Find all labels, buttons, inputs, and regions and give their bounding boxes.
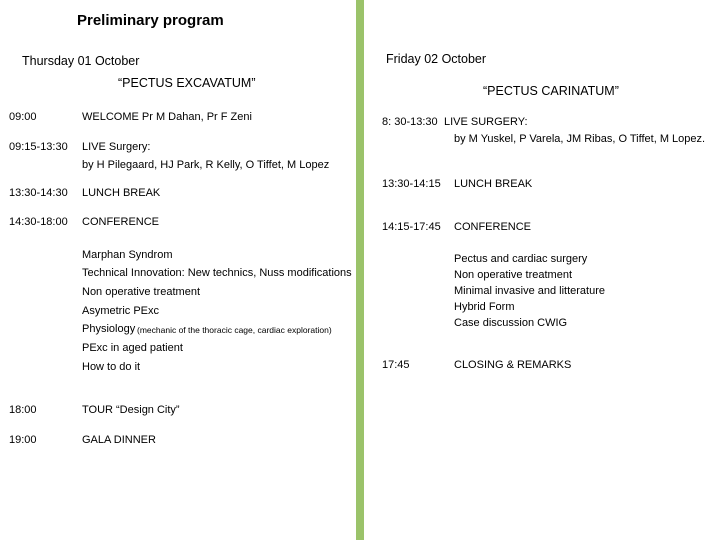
thursday-evening-event-1: TOUR “Design City” bbox=[82, 404, 180, 416]
thursday-time-1: 09:00 bbox=[9, 111, 37, 123]
thursday-event-2: LIVE Surgery: bbox=[82, 141, 151, 153]
friday-topic: Case discussion CWIG bbox=[454, 317, 568, 329]
page-title: Preliminary program bbox=[77, 12, 224, 29]
thursday-topic: How to do it bbox=[82, 361, 141, 373]
thursday-day-heading: Thursday 01 October bbox=[22, 54, 140, 68]
friday-event-1: LIVE SURGERY: bbox=[444, 116, 528, 128]
thursday-event-2-detail: by H Pilegaard, HJ Park, R Kelly, O Tiffet, M Lopez bbox=[82, 159, 330, 171]
thursday-time-3: 13:30-14:30 bbox=[9, 187, 68, 199]
thursday-time-2: 09:15-13:30 bbox=[9, 141, 68, 153]
thursday-topic: Physiology bbox=[82, 323, 136, 335]
friday-topic: Minimal invasive and litterature bbox=[454, 285, 606, 297]
friday-topic: Non operative treatment bbox=[454, 269, 573, 281]
friday-theme: “PECTUS CARINATUM” bbox=[483, 84, 619, 98]
thursday-evening-event-2: GALA DINNER bbox=[82, 434, 156, 446]
friday-topic: Pectus and cardiac surgery bbox=[454, 253, 588, 265]
friday-closing-time: 17:45 bbox=[382, 359, 410, 371]
friday-day-heading: Friday 02 October bbox=[386, 52, 487, 66]
thursday-theme: “PECTUS EXCAVATUM” bbox=[118, 76, 256, 90]
thursday-event-4: CONFERENCE bbox=[82, 216, 160, 228]
thursday-time-4: 14:30-18:00 bbox=[9, 216, 68, 228]
thursday-event-3: LUNCH BREAK bbox=[82, 187, 161, 199]
friday-event-2: LUNCH BREAK bbox=[454, 178, 533, 190]
thursday-topic: Marphan Syndrom bbox=[82, 249, 173, 261]
thursday-event-1: WELCOME Pr M Dahan, Pr F Zeni bbox=[82, 111, 252, 123]
column-divider bbox=[356, 0, 364, 540]
thursday-physiology-note: (mechanic of the thoracic cage, cardiac exploration) bbox=[137, 325, 332, 335]
thursday-evening-time-2: 19:00 bbox=[9, 434, 37, 446]
friday-closing-event: CLOSING & REMARKS bbox=[454, 359, 572, 371]
friday-time-3: 14:15-17:45 bbox=[382, 221, 441, 233]
thursday-topic: PExc in aged patient bbox=[82, 342, 183, 354]
thursday-evening-time-1: 18:00 bbox=[9, 404, 37, 416]
friday-event-3: CONFERENCE bbox=[454, 221, 532, 233]
friday-time-1: 8: 30-13:30 bbox=[382, 116, 438, 128]
thursday-topic: Non operative treatment bbox=[82, 286, 201, 298]
thursday-topic: Asymetric PExc bbox=[82, 305, 160, 317]
thursday-topic: Technical Innovation: New technics, Nuss modifications bbox=[82, 267, 352, 279]
friday-event-1-detail: by M Yuskel, P Varela, JM Ribas, O Tiffet, M Lopez. bbox=[454, 133, 706, 145]
friday-time-2: 13:30-14:15 bbox=[382, 178, 441, 190]
friday-topic: Hybrid Form bbox=[454, 301, 515, 313]
